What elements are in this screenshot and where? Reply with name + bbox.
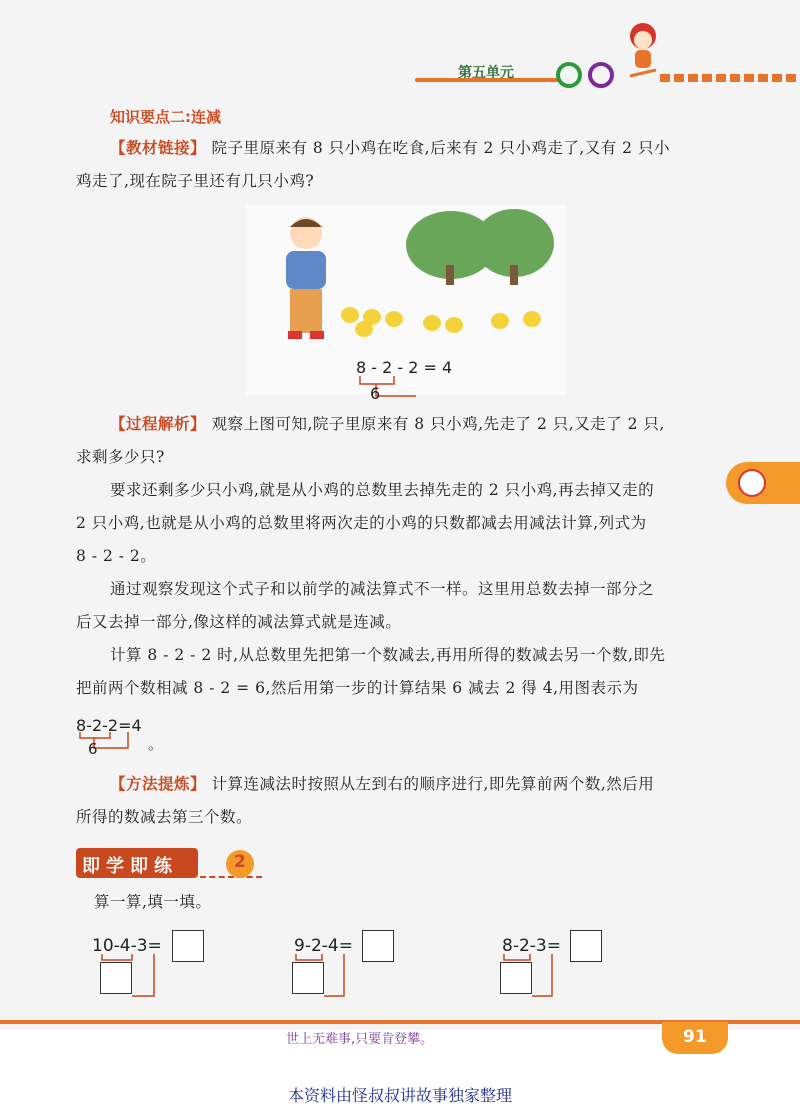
analysis-diagram-end: 。 xyxy=(148,735,164,753)
practice-title: 即学即练 xyxy=(82,856,178,877)
purple-ring-icon xyxy=(588,62,614,88)
analysis-line: 观察上图可知,院子里原来有 8 只小鸡,先走了 2 只,又走了 2 只, xyxy=(211,415,665,433)
analysis-tag: 【过程解析】 xyxy=(110,415,207,433)
method-tag: 【方法提炼】 xyxy=(110,775,207,793)
textbook-line: 院子里原来有 8 只小鸡在吃食,后来有 2 只小鸡走了,又有 2 只小 xyxy=(211,139,670,157)
illustration-mid-result: 6 xyxy=(370,384,381,403)
analysis-line: 把前两个数相减 8 - 2 = 6,然后用第一步的计算结果 6 减去 2 得 4,用图表示为 xyxy=(76,679,639,697)
analysis-line: 求剩多少只? xyxy=(76,448,165,466)
analysis-line: 8 - 2 - 2。 xyxy=(76,547,157,565)
equation-bracket xyxy=(356,374,416,402)
practice-expression: 10-4-3= xyxy=(92,936,162,956)
practice-instruction: 算一算,填一填。 xyxy=(94,893,212,911)
practice-expression: 8-2-3= xyxy=(502,936,561,956)
unit-title: 第五单元 xyxy=(458,65,514,81)
knowledge-point-title: 知识要点二:连减 xyxy=(110,108,221,126)
practice-expression: 9-2-4= xyxy=(294,936,353,956)
practice-banner xyxy=(76,848,266,882)
analysis-line: 要求还剩多少只小鸡,就是从小鸡的总数里去掉先走的 2 只小鸡,再去掉又走的 xyxy=(110,481,655,499)
page-number: 91 xyxy=(683,1027,707,1047)
textbook-link xyxy=(76,132,730,198)
method-line: 计算连减法时按照从左到右的顺序进行,即先算前两个数,然后用 xyxy=(211,775,655,793)
bottom-note: 本资料由怪叔叔讲故事独家整理 xyxy=(287,1086,512,1105)
analysis-line: 后又去掉一部分,像这样的减法算式就是连减。 xyxy=(76,613,402,631)
analysis-line: 通过观察发现这个式子和以前学的减法算式不一样。这里用总数去掉一部分之 xyxy=(110,580,655,598)
analysis-section xyxy=(76,408,736,705)
cat-face-icon xyxy=(738,469,766,497)
textbook-tag: 【教材链接】 xyxy=(110,139,207,157)
analysis-diagram-mid: 6 xyxy=(88,740,98,758)
method-line: 所得的数减去第三个数。 xyxy=(76,808,253,826)
practice-bracket xyxy=(498,952,568,1002)
analysis-line: 计算 8 - 2 - 2 时,从总数里先把第一个数减去,再用所得的数减去另一个数,即先 xyxy=(110,646,666,664)
illustration-equation: 8 - 2 - 2 = 4 xyxy=(356,358,453,377)
method-section xyxy=(76,768,736,834)
answer-box[interactable] xyxy=(362,930,394,962)
answer-box[interactable] xyxy=(172,930,204,962)
green-ring-icon xyxy=(556,62,582,88)
textbook-line: 鸡走了,现在院子里还有几只小鸡? xyxy=(76,172,315,190)
analysis-line: 2 只小鸡,也就是从小鸡的总数里将两次走的小鸡的只数都减去用减法计算,列式为 xyxy=(76,514,647,532)
practice-number: 2 xyxy=(234,852,246,872)
header-checker-strip xyxy=(660,74,800,82)
analysis-diagram-expression: 8-2-2=4 xyxy=(76,716,142,735)
practice-bracket xyxy=(96,952,176,1002)
practice-bracket xyxy=(290,952,360,1002)
answer-box[interactable] xyxy=(570,930,602,962)
footer-motto: 世上无难事,只要肯登攀。 xyxy=(286,1032,434,1047)
